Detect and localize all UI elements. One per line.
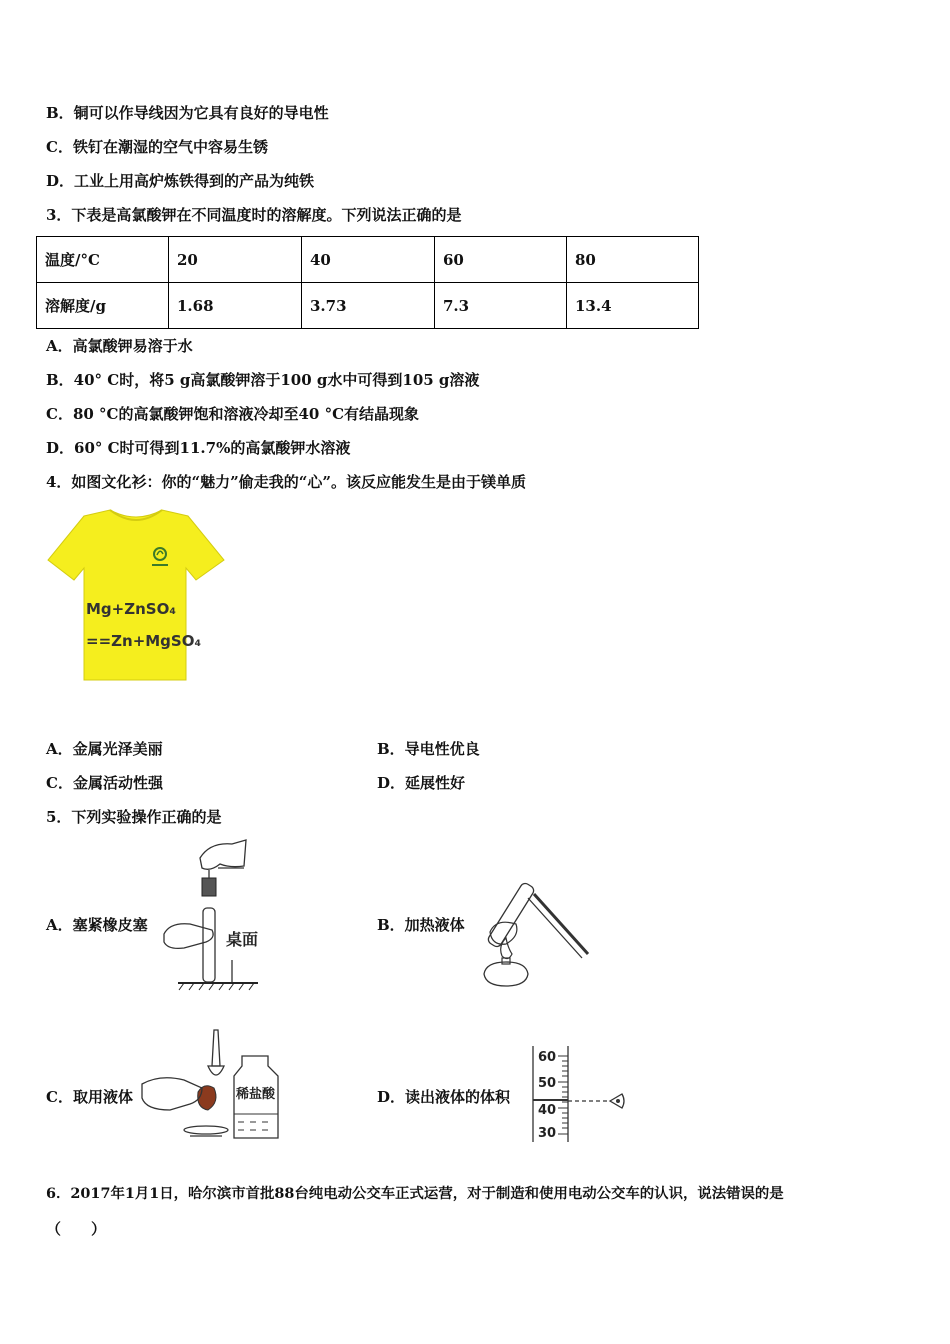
q5-option-a: A．塞紧橡皮塞 — [46, 916, 148, 934]
tilted-test-tube-icon — [487, 882, 536, 949]
q4-stem: 4．如图文化衫：你的“魅力”偷走我的“心”。该反应能发生是由于镁单质 — [46, 473, 526, 491]
solubility-table — [36, 236, 699, 329]
tick-label: 50 — [538, 1076, 557, 1091]
stopper-icon — [202, 878, 216, 896]
cylinder-figure — [528, 1044, 628, 1144]
alcohol-lamp-icon — [484, 962, 528, 986]
shirt-equation-line1: Mg+ZnSO₄ — [86, 600, 176, 618]
hand-icon — [142, 1078, 202, 1110]
test-tube-icon — [203, 908, 215, 982]
table-cell: 40 — [302, 237, 435, 283]
upper-hand-icon — [200, 840, 246, 869]
bottle-label: 稀盐酸 — [236, 1087, 276, 1102]
q5-option-d: D．读出液体的体积 — [377, 1088, 511, 1106]
q4-option-c: C．金属活动性强 — [46, 774, 163, 792]
q2-option-c: C．铁钉在潮湿的空气中容易生锈 — [46, 138, 268, 156]
table-cell: 1.68 — [169, 283, 302, 329]
stopper-figure — [160, 838, 270, 992]
q4-option-a: A．金属光泽美丽 — [46, 740, 163, 758]
q3-stem: 3．下表是高氯酸钾在不同温度时的溶解度。下列说法正确的是 — [46, 206, 462, 224]
q5-option-c: C．取用液体 — [46, 1088, 133, 1106]
dish-icon — [184, 1126, 228, 1134]
table-cell: 13.4 — [567, 283, 699, 329]
q2-option-b: B．铜可以作导线因为它具有良好的导电性 — [46, 104, 329, 122]
q3-option-a: A．高氯酸钾易溶于水 — [46, 337, 193, 355]
table-cell: 80 — [567, 237, 699, 283]
table-row — [37, 237, 699, 283]
shirt-equation-line2: ==Zn+MgSO₄ — [86, 632, 202, 650]
tick-label: 60 — [538, 1050, 557, 1065]
table-label: 桌面 — [226, 930, 259, 949]
table-cell: 3.73 — [302, 283, 435, 329]
table-row — [37, 283, 699, 329]
q3-option-d: D．60° C时可得到11.7%的高氯酸钾水溶液 — [46, 439, 351, 457]
table-cell: 溶解度/g — [37, 283, 169, 329]
table-cell: 20 — [169, 237, 302, 283]
q3-option-c: C．80 °C的高氯酸钾饱和溶液冷却至40 °C有结晶现象 — [46, 405, 420, 423]
q4-option-b: B．导电性优良 — [377, 740, 480, 758]
lower-hand-icon — [164, 924, 213, 949]
table-cell: 温度/°C — [37, 237, 169, 283]
q5-option-b: B．加热液体 — [377, 916, 465, 934]
dropper-icon — [212, 1030, 220, 1066]
heating-figure — [476, 874, 596, 992]
q6-stem: 6．2017年1月1日，哈尔滨市首批88台纯电动公交车正式运营，对于制造和使用电动公交车的认识，说法错误的是 — [46, 1185, 784, 1202]
bulb-icon — [198, 1086, 216, 1110]
tshirt-figure — [46, 508, 226, 684]
table-cell: 7.3 — [435, 283, 567, 329]
q5-stem: 5．下列实验操作正确的是 — [46, 808, 222, 826]
q3-option-b: B．40° C时，将5 g高氯酸钾溶于100 g水中可得到105 g溶液 — [46, 371, 480, 389]
tshirt-shape — [48, 510, 224, 680]
q2-option-d: D．工业上用高炉炼铁得到的产品为纯铁 — [46, 172, 315, 190]
q4-option-d: D．延展性好 — [377, 774, 466, 792]
table-cell: 60 — [435, 237, 567, 283]
dropper-figure — [140, 1026, 285, 1144]
test-tube-holder — [534, 894, 588, 954]
tick-label: 30 — [538, 1126, 557, 1141]
q6-answer-blank: （ ） — [46, 1220, 107, 1238]
tick-label: 40 — [538, 1103, 557, 1118]
